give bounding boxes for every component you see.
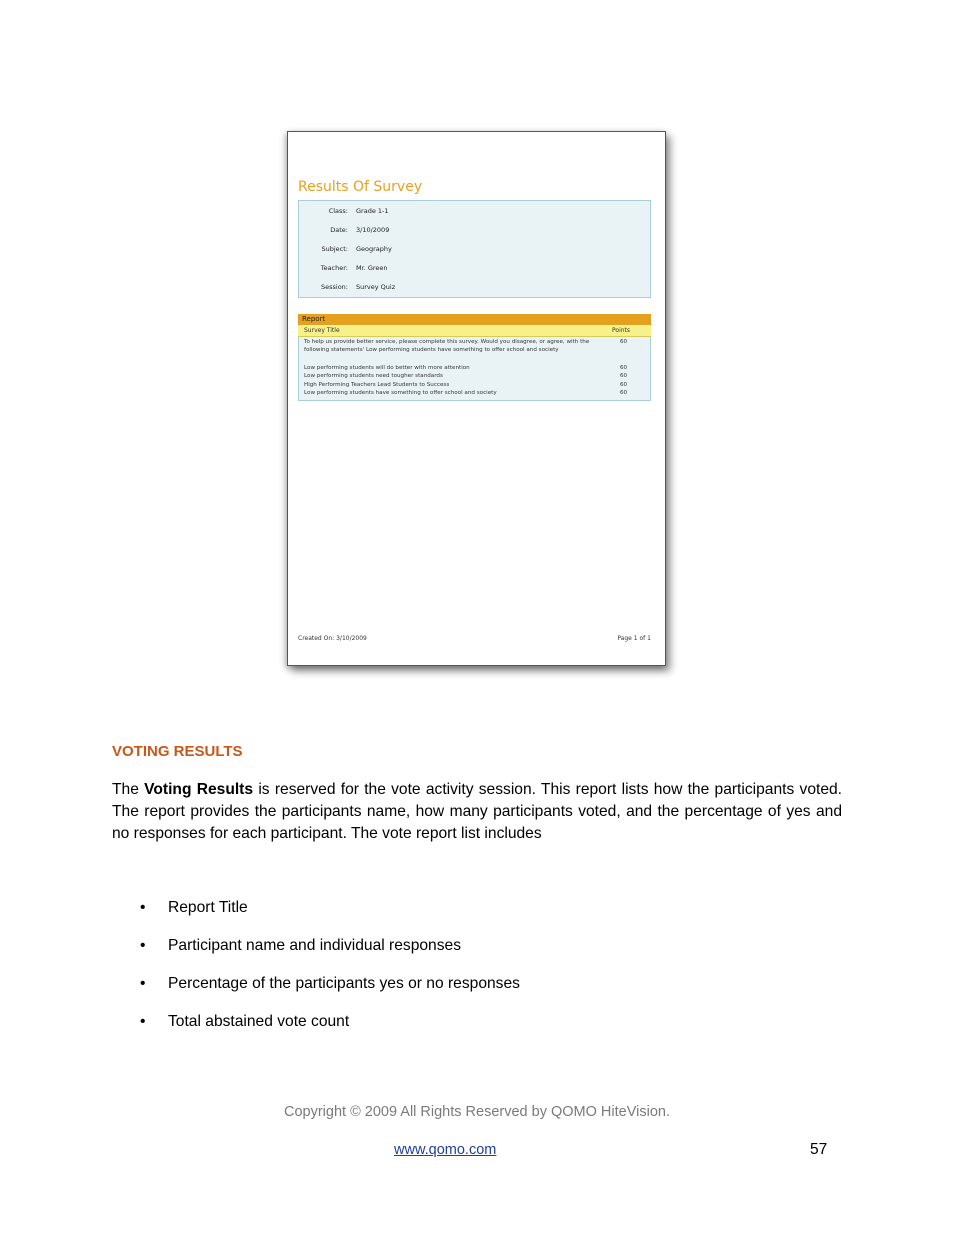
report-screenshot: [287, 131, 666, 666]
row-points: 60: [620, 339, 628, 345]
row-points: 60: [620, 382, 628, 388]
list-item-text: Participant name and individual responses: [168, 937, 461, 954]
info-label: Teacher:: [320, 264, 348, 272]
list-item-text: Percentage of the participants yes or no responses: [168, 975, 520, 992]
row-title: To help us provide better service, please complete this survey. Would you disagree, or agree, with the following statements' Low performing students have something to offer school and society: [304, 339, 590, 353]
report-table-header: Report: [298, 314, 651, 325]
bullet-icon: •: [140, 975, 146, 992]
section-paragraph: [112, 779, 842, 845]
info-value: 3/10/2009: [356, 226, 390, 234]
para-rest: is reserved for the vote activity session. This report lists how the participants voted. The report provides the participants name, how many participants voted, and the percentage of yes and no responses for each participant. The vote report list includes: [112, 781, 842, 842]
info-label: Session:: [321, 283, 348, 291]
row-points: 60: [620, 365, 628, 371]
row-title: Low performing students will do better with more attention: [304, 365, 470, 371]
column-points: Points: [612, 327, 631, 334]
row-title: Low performing students have something to offer school and society: [304, 390, 497, 396]
report-column-headers: [298, 326, 651, 337]
copyright-notice: Copyright © 2009 All Rights Reserved by QOMO HiteVision.: [284, 1104, 670, 1120]
info-label: Subject:: [321, 245, 348, 253]
info-value: Geography: [356, 245, 392, 253]
info-value: Mr. Green: [356, 264, 388, 272]
row-title: High Performing Teachers Lead Students to Success: [304, 382, 450, 388]
bullet-icon: •: [140, 1013, 146, 1030]
page-number: 57: [810, 1141, 828, 1158]
row-points: 60: [620, 390, 628, 396]
row-points: 60: [620, 373, 628, 379]
info-value: Grade 1-1: [356, 207, 389, 215]
para-prefix: The: [112, 781, 145, 798]
bullet-icon: •: [140, 937, 146, 954]
list-item-text: Report Title: [168, 899, 248, 916]
bullet-icon: •: [140, 899, 146, 916]
report-table: [298, 314, 651, 401]
website-link[interactable]: www.qomo.com: [394, 1142, 497, 1158]
info-value: Survey Quiz: [356, 283, 396, 291]
report-page-count: Page 1 of 1: [617, 635, 651, 642]
report-created-on: Created On: 3/10/2009: [298, 635, 367, 642]
info-label: Class:: [328, 207, 348, 215]
column-survey-title: Survey Title: [304, 327, 340, 334]
list-item-text: Total abstained vote count: [168, 1013, 350, 1030]
info-label: Date:: [330, 226, 348, 234]
report-title: Results Of Survey: [298, 179, 423, 195]
report-info-box: [298, 200, 651, 298]
section-heading: VOTING RESULTS: [112, 743, 243, 760]
para-bold-term: Voting Results: [144, 781, 254, 798]
row-title: Low performing students need tougher standards: [304, 373, 443, 379]
